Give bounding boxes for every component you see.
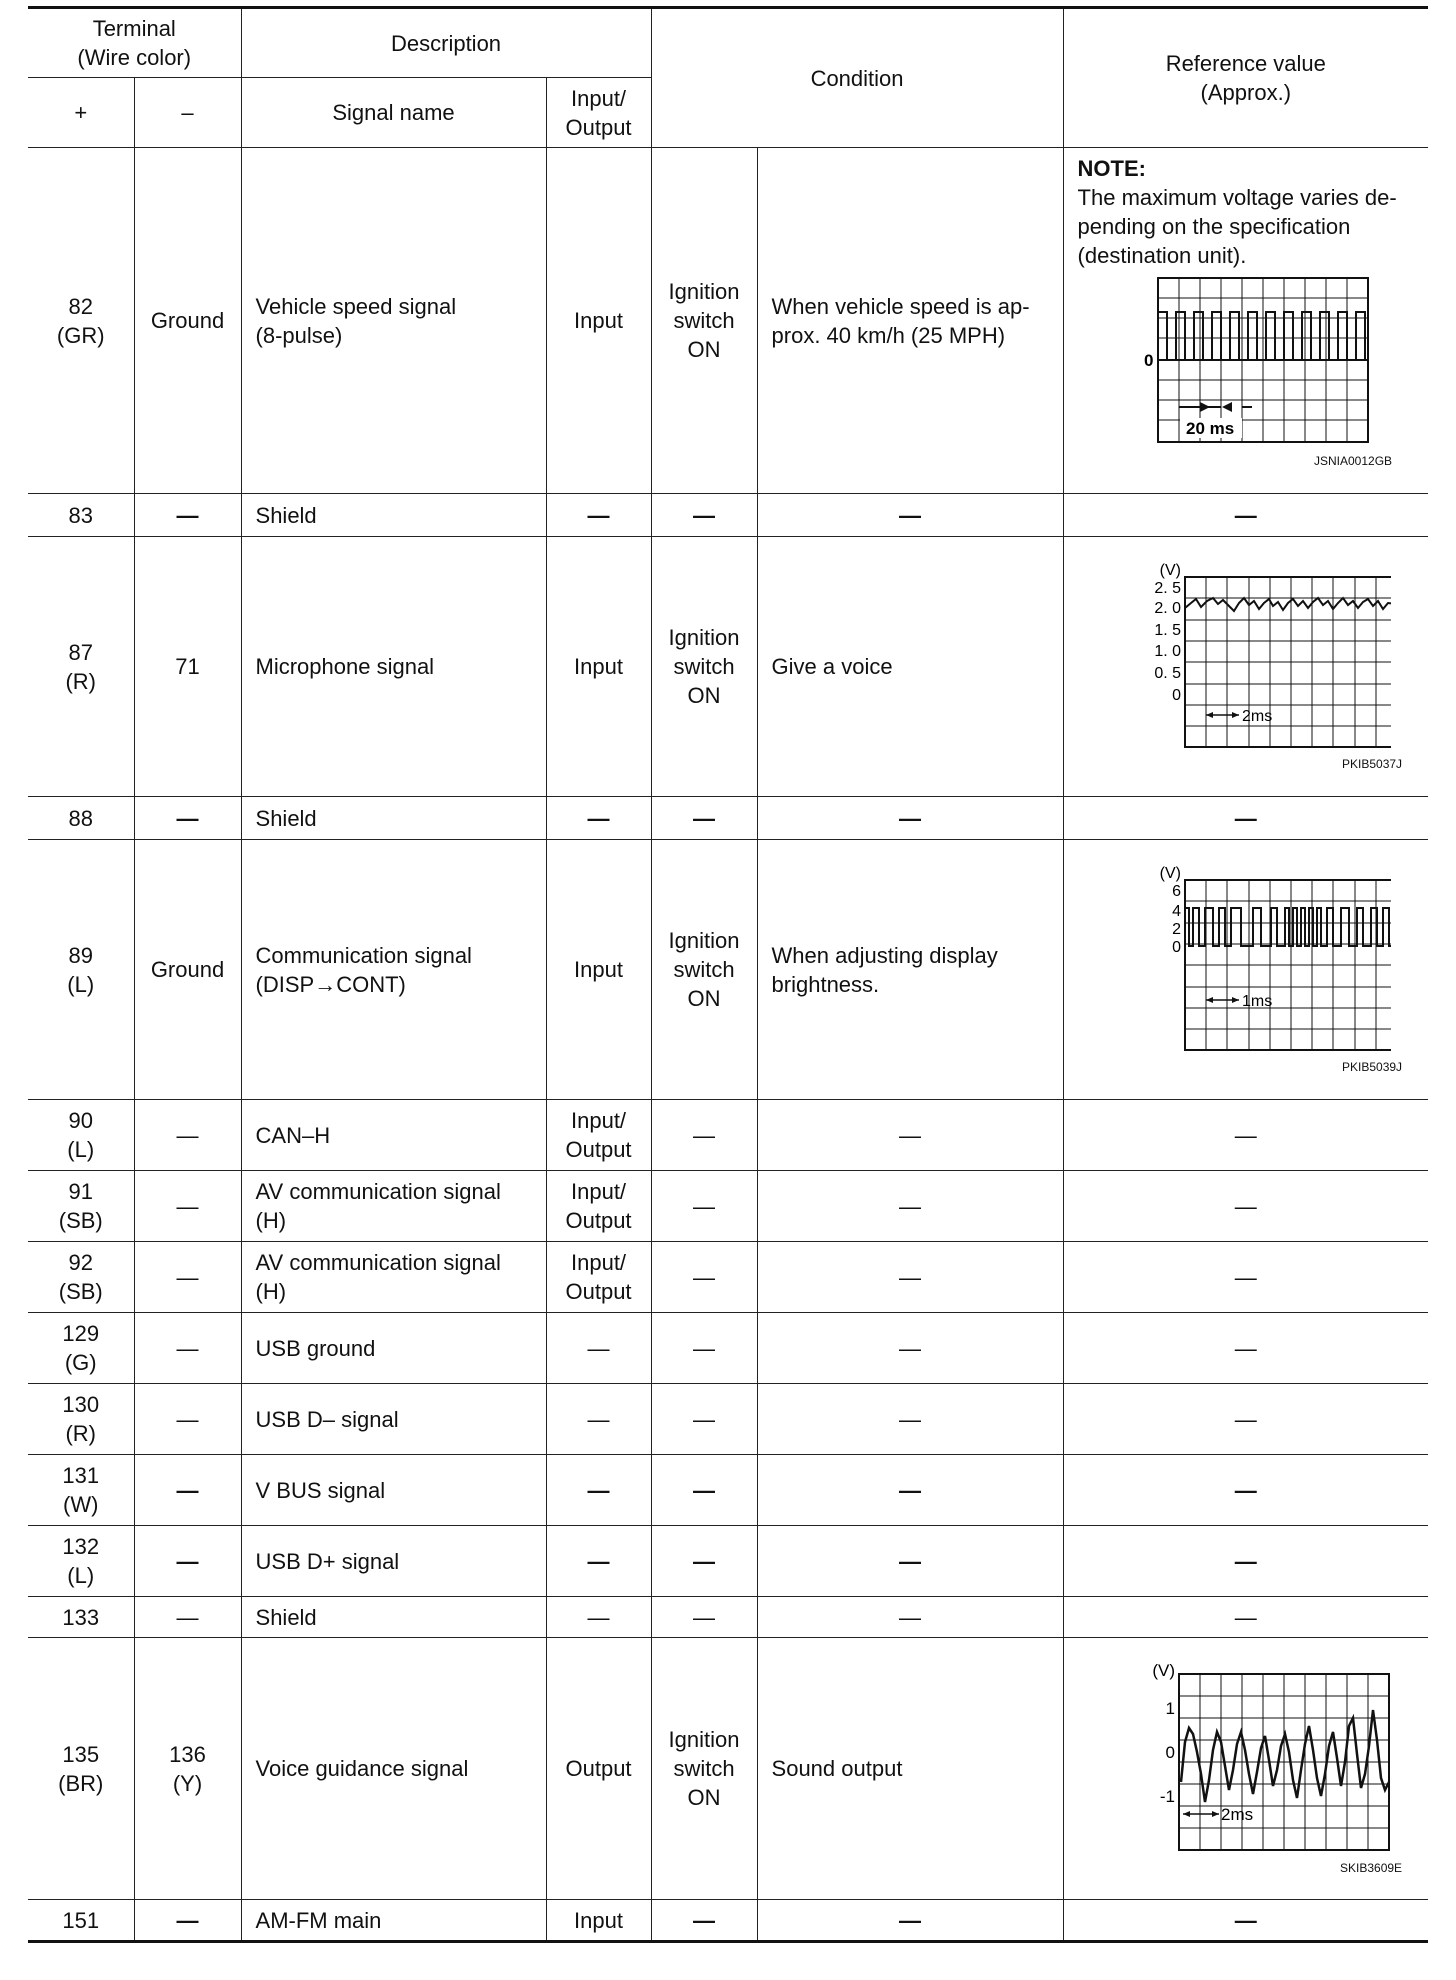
condition-cell: —	[651, 1384, 757, 1455]
reference-cell: —	[1063, 1171, 1428, 1242]
table-row-135	[28, 1638, 1428, 1900]
condition-line3: ON	[687, 683, 721, 708]
io-cell: —	[546, 494, 651, 537]
condition-detail-cell: —	[757, 494, 1063, 537]
speed-pulse-waveform	[1096, 270, 1396, 450]
condition-detail-cell: —	[757, 1384, 1063, 1455]
condition-line1: Ignition	[668, 625, 740, 650]
terminal-cell	[28, 1171, 134, 1242]
signal-name-line2: (H)	[255, 1208, 287, 1233]
wave-tick: 0	[1165, 1743, 1175, 1762]
io-line2: Output	[565, 1208, 632, 1233]
terminal-number: 90	[68, 1108, 93, 1133]
wave-tick: 0. 5	[1154, 664, 1181, 682]
condition-detail-line1: When adjusting display	[771, 942, 998, 968]
signal-cell: Voice guidance signal	[241, 1638, 546, 1900]
condition-cell: —	[651, 1597, 757, 1638]
wave-time-scale: 2ms	[1220, 1805, 1253, 1824]
condition-cell: —	[651, 1455, 757, 1526]
condition-cell: —	[651, 1171, 757, 1242]
reference-cell: —	[1063, 494, 1428, 537]
signal-cell: AM-FM main	[241, 1900, 546, 1942]
wave-tick: 1	[1165, 1699, 1175, 1718]
terminal-cell	[28, 1526, 134, 1597]
header-io-line2: Output	[565, 114, 632, 140]
minus-cell: —	[134, 1171, 241, 1242]
condition-line3: ON	[687, 337, 721, 362]
table-row-132	[28, 1526, 1428, 1597]
header-signal-name: Signal name	[241, 78, 546, 148]
condition-detail-line2: prox. 40 km/h (25 MPH)	[771, 322, 1006, 348]
wave-tick: 2	[1171, 920, 1181, 938]
header-reference-label: Reference value	[1165, 51, 1326, 76]
terminal-number: 135	[62, 1741, 100, 1767]
condition-detail-cell: Give a voice	[757, 537, 1063, 797]
io-line1: Input/	[571, 1108, 627, 1133]
reference-cell	[1063, 840, 1428, 1100]
io-cell: Input	[546, 148, 651, 494]
wire-color: (GR)	[56, 322, 105, 348]
table-row-131	[28, 1455, 1428, 1526]
io-cell	[546, 1242, 651, 1313]
wire-color: (SB)	[58, 1279, 103, 1304]
wave-unit: (V)	[1159, 865, 1181, 882]
table-row-151	[28, 1900, 1428, 1942]
minus-cell: —	[134, 1384, 241, 1455]
figure-code: SKIB3609E	[1340, 1861, 1403, 1875]
note-line1: The maximum voltage varies de-	[1077, 185, 1397, 210]
io-cell	[546, 1171, 651, 1242]
io-cell: Output	[546, 1638, 651, 1900]
terminal-cell: 151	[28, 1900, 134, 1942]
minus-cell: —	[134, 1526, 241, 1597]
condition-line2: switch	[673, 654, 735, 679]
io-line2: Output	[565, 1137, 632, 1162]
terminal-number: 132	[62, 1534, 100, 1559]
signal-cell: Shield	[241, 797, 546, 840]
reference-cell: —	[1063, 1900, 1428, 1942]
minus-terminal-number: 136	[169, 1741, 206, 1767]
condition-cell: —	[651, 797, 757, 840]
io-cell: —	[546, 1384, 651, 1455]
io-line1: Input/	[571, 1250, 627, 1275]
condition-detail-cell: —	[757, 1597, 1063, 1638]
terminal-number: 129	[62, 1321, 100, 1346]
minus-cell: 71	[134, 537, 241, 797]
signal-cell: USB D– signal	[241, 1384, 546, 1455]
reference-cell: —	[1063, 1597, 1428, 1638]
io-cell: —	[546, 797, 651, 840]
communication-waveform	[1101, 866, 1391, 1056]
io-cell: Input	[546, 840, 651, 1100]
signal-cell: CAN–H	[241, 1100, 546, 1171]
table-row-83	[28, 494, 1428, 537]
io-cell: —	[546, 1313, 651, 1384]
condition-detail-cell: —	[757, 1900, 1063, 1942]
terminal-cell	[28, 1455, 134, 1526]
condition-detail-cell: —	[757, 1171, 1063, 1242]
table-row-91	[28, 1171, 1428, 1242]
signal-cell	[241, 1242, 546, 1313]
condition-detail-cell: —	[757, 1526, 1063, 1597]
wave-tick: 0	[1171, 938, 1181, 956]
wire-color: (W)	[63, 1492, 99, 1517]
reference-cell: —	[1063, 1313, 1428, 1384]
condition-detail-cell: —	[757, 1313, 1063, 1384]
wire-color: (SB)	[58, 1208, 103, 1233]
wave-tick: -1	[1159, 1787, 1175, 1806]
header-condition: Condition	[651, 8, 1063, 148]
signal-cell	[241, 840, 546, 1100]
table-row-88	[28, 797, 1428, 840]
terminal-cell	[28, 537, 134, 797]
condition-line3: ON	[687, 986, 721, 1011]
condition-cell: —	[651, 1242, 757, 1313]
wave-time-scale: 1ms	[1241, 992, 1273, 1010]
terminal-cell	[28, 1384, 134, 1455]
header-row-1	[28, 8, 1428, 78]
condition-cell: —	[651, 1526, 757, 1597]
terminal-cell: 83	[28, 494, 134, 537]
condition-cell	[651, 1638, 757, 1900]
minus-cell: —	[134, 1313, 241, 1384]
minus-cell: Ground	[134, 148, 241, 494]
condition-detail-cell	[757, 148, 1063, 494]
condition-detail-cell: —	[757, 797, 1063, 840]
table-row-82	[28, 148, 1428, 494]
wire-color: (L)	[67, 1563, 95, 1588]
minus-cell: —	[134, 1597, 241, 1638]
header-terminal-label: Terminal	[92, 16, 176, 41]
terminal-number: 82	[68, 293, 93, 319]
header-reference	[1063, 8, 1428, 148]
signal-cell: Shield	[241, 1597, 546, 1638]
io-cell: —	[546, 1526, 651, 1597]
condition-detail-cell	[757, 840, 1063, 1100]
reference-cell: —	[1063, 1100, 1428, 1171]
wave-time-scale: 20 ms	[1185, 419, 1234, 438]
minus-cell: —	[134, 1455, 241, 1526]
terminal-cell	[28, 148, 134, 494]
header-plus: +	[28, 78, 134, 148]
condition-line2: switch	[673, 308, 735, 333]
wave-tick: 1. 5	[1154, 621, 1181, 639]
note-line3: (destination unit).	[1077, 243, 1247, 268]
condition-detail-cell: —	[757, 1455, 1063, 1526]
condition-cell: —	[651, 494, 757, 537]
terminal-number: 131	[62, 1463, 100, 1488]
reference-cell	[1063, 148, 1428, 494]
table-row-130	[28, 1384, 1428, 1455]
signal-cell: V BUS signal	[241, 1455, 546, 1526]
wave-zero-label: 0	[1143, 351, 1154, 370]
terminal-number: 130	[62, 1392, 100, 1417]
signal-name-line2: (8-pulse)	[255, 322, 343, 348]
signal-cell	[241, 1171, 546, 1242]
minus-cell: —	[134, 1100, 241, 1171]
voice-guidance-waveform	[1101, 1662, 1391, 1857]
condition-cell: —	[651, 1900, 757, 1942]
wave-tick: 1. 0	[1154, 642, 1181, 660]
condition-line1: Ignition	[668, 279, 740, 304]
condition-detail-cell: Sound output	[757, 1638, 1063, 1900]
table-row-87	[28, 537, 1428, 797]
header-terminal	[28, 8, 241, 78]
table-row-133	[28, 1597, 1428, 1638]
header-minus: –	[134, 78, 241, 148]
header-io-line1: Input/	[571, 85, 627, 111]
table-row-129	[28, 1313, 1428, 1384]
wire-color: (R)	[65, 668, 97, 694]
wave-tick: 2. 0	[1154, 599, 1181, 617]
table-row-89	[28, 840, 1428, 1100]
header-description: Description	[241, 8, 651, 78]
io-cell: Input	[546, 1900, 651, 1942]
signal-name-line2: (H)	[255, 1279, 287, 1304]
microphone-waveform	[1101, 563, 1391, 753]
condition-cell	[651, 537, 757, 797]
wire-color: (BR)	[58, 1770, 104, 1796]
signal-cell: Microphone signal	[241, 537, 546, 797]
wave-tick: 4	[1171, 902, 1181, 920]
reference-cell	[1063, 1638, 1428, 1900]
io-cell: Input	[546, 537, 651, 797]
minus-cell	[134, 1638, 241, 1900]
signal-cell: Shield	[241, 494, 546, 537]
wire-color: (R)	[65, 1421, 97, 1446]
wave-tick: 0	[1171, 686, 1181, 704]
wave-unit: (V)	[1152, 1662, 1175, 1680]
reference-cell: —	[1063, 1455, 1428, 1526]
io-line1: Input/	[571, 1179, 627, 1204]
terminal-cell	[28, 1242, 134, 1313]
reference-cell: —	[1063, 797, 1428, 840]
terminal-cell	[28, 1638, 134, 1900]
condition-cell: —	[651, 1100, 757, 1171]
condition-line3: ON	[687, 1785, 721, 1810]
table-row-90	[28, 1100, 1428, 1171]
wave-tick: 2. 5	[1154, 579, 1181, 597]
reference-cell: —	[1063, 1384, 1428, 1455]
signal-name-line2: (DISP→CONT)	[255, 971, 406, 997]
wire-color: (L)	[67, 971, 95, 997]
signal-name: AV communication signal	[255, 1250, 501, 1275]
terminal-cell	[28, 1100, 134, 1171]
io-cell: —	[546, 1597, 651, 1638]
figure-code: PKIB5039J	[1342, 1059, 1403, 1074]
minus-wire-color: (Y)	[172, 1770, 203, 1796]
terminal-number: 91	[68, 1179, 93, 1204]
condition-line1: Ignition	[668, 928, 740, 953]
condition-detail-cell: —	[757, 1100, 1063, 1171]
condition-line1: Ignition	[668, 1727, 740, 1752]
signal-name: Communication signal	[255, 942, 472, 968]
reference-cell: —	[1063, 1242, 1428, 1313]
minus-cell: Ground	[134, 840, 241, 1100]
signal-name: AV communication signal	[255, 1179, 501, 1204]
header-approx-label: (Approx.)	[1200, 80, 1292, 105]
signal-cell: USB ground	[241, 1313, 546, 1384]
terminal-number: 92	[68, 1250, 93, 1275]
wave-time-scale: 2ms	[1241, 707, 1273, 725]
minus-cell: —	[134, 1242, 241, 1313]
table-row-92	[28, 1242, 1428, 1313]
figure-code: JSNIA0012GB	[1314, 454, 1393, 468]
signal-name: Vehicle speed signal	[255, 293, 457, 319]
condition-cell: —	[651, 1313, 757, 1384]
terminal-number: 89	[68, 942, 93, 968]
reference-cell: —	[1063, 1526, 1428, 1597]
condition-cell	[651, 840, 757, 1100]
terminal-cell	[28, 840, 134, 1100]
note-title: NOTE:	[1077, 156, 1146, 181]
terminal-cell: 133	[28, 1597, 134, 1638]
condition-detail-cell: —	[757, 1242, 1063, 1313]
condition-detail-line2: brightness.	[771, 971, 880, 997]
header-io	[546, 78, 651, 148]
header-wire-color-label: (Wire color)	[77, 45, 192, 70]
io-cell	[546, 1100, 651, 1171]
wave-unit: (V)	[1159, 562, 1181, 579]
minus-cell: —	[134, 797, 241, 840]
wire-color: (G)	[64, 1350, 97, 1375]
condition-line2: switch	[673, 957, 735, 982]
io-cell: —	[546, 1455, 651, 1526]
signal-cell: USB D+ signal	[241, 1526, 546, 1597]
io-line2: Output	[565, 1279, 632, 1304]
terminal-reference-table	[28, 6, 1428, 1943]
terminal-cell: 88	[28, 797, 134, 840]
condition-cell	[651, 148, 757, 494]
figure-code: PKIB5037J	[1342, 756, 1403, 771]
wire-color: (L)	[67, 1137, 95, 1162]
terminal-cell	[28, 1313, 134, 1384]
minus-cell: —	[134, 1900, 241, 1942]
minus-cell: —	[134, 494, 241, 537]
reference-cell	[1063, 537, 1428, 797]
terminal-number: 87	[68, 639, 93, 665]
signal-cell	[241, 148, 546, 494]
condition-line2: switch	[673, 1756, 735, 1781]
note-line2: pending on the specification	[1077, 214, 1351, 239]
wave-tick: 6	[1171, 882, 1181, 900]
condition-detail-line1: When vehicle speed is ap-	[771, 293, 1030, 319]
